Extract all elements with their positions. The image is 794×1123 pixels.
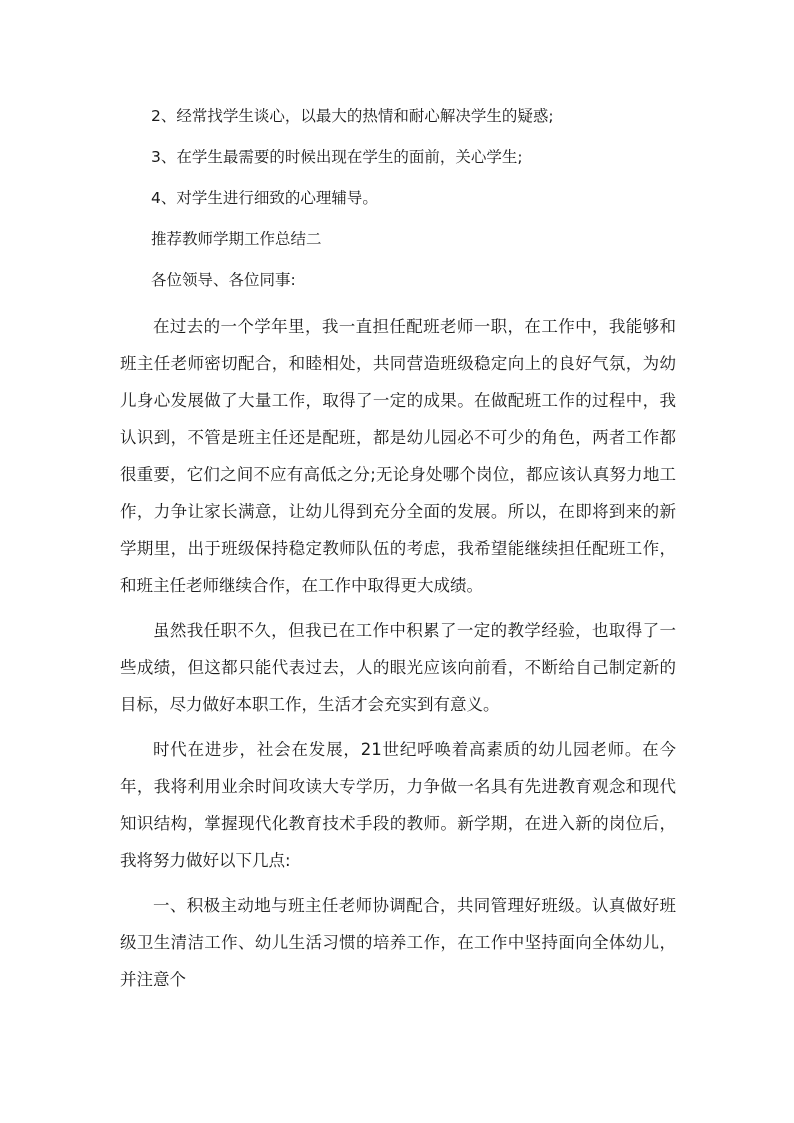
salutation: 各位领导、各位同事:	[151, 271, 296, 289]
list-item-2: 2、经常找学生谈心，以最大的热情和耐心解决学生的疑惑;	[151, 107, 554, 125]
list-item-4: 4、对学生进行细致的心理辅导。	[151, 189, 378, 207]
document-body	[120, 103, 676, 1006]
paragraph-1: 在过去的一个学年里，我一直担任配班老师一职，在工作中，我能够和班主任老师密切配合，和睦相处，共同营造班级稳定向上的良好气氛，为幼儿身心发展做了大量工作，取得了一定的成果。在做配班工作的过程中，我认识到，不管是班主任还是配班，都是幼儿园必不可少的角色，两者工作都很重要，它们之间不应有高低之分;无论身处哪个岗位，都应该认真努力地工作，力争让家长满意，让幼儿得到充分全面的发展。所以，在即将到来的新学期里，出于班级保持稳定教师队伍的考虑，我希望能继续担任配班工作，和班主任老师继续合作，在工作中取得更大成绩。	[120, 317, 676, 595]
paragraph-4: 一、积极主动地与班主任老师协调配合，共同管理好班级。认真做好班级卫生清洁工作、幼儿生活习惯的培养工作，在工作中坚持面向全体幼儿，并注意个	[120, 896, 676, 989]
list-item-3: 3、在学生最需要的时候出现在学生的面前，关心学生;	[151, 148, 523, 166]
paragraph-2: 虽然我任职不久，但我已在工作中积累了一定的教学经验，也取得了一些成绩，但这都只能代表过去，人的眼光应该向前看，不断给自己制定新的目标，尽力做好本职工作，生活才会充实到有意义。	[120, 621, 676, 714]
paragraph-3: 时代在进步，社会在发展，21世纪呼唤着高素质的幼儿园老师。在今年，我将利用业余时间攻读大专学历，力争做一名具有先进教育观念和现代知识结构，掌握现代化教育技术手段的教师。新学期，在进入新的岗位后，我将努力做好以下几点:	[120, 740, 676, 870]
section-heading: 推荐教师学期工作总结二	[151, 230, 322, 248]
